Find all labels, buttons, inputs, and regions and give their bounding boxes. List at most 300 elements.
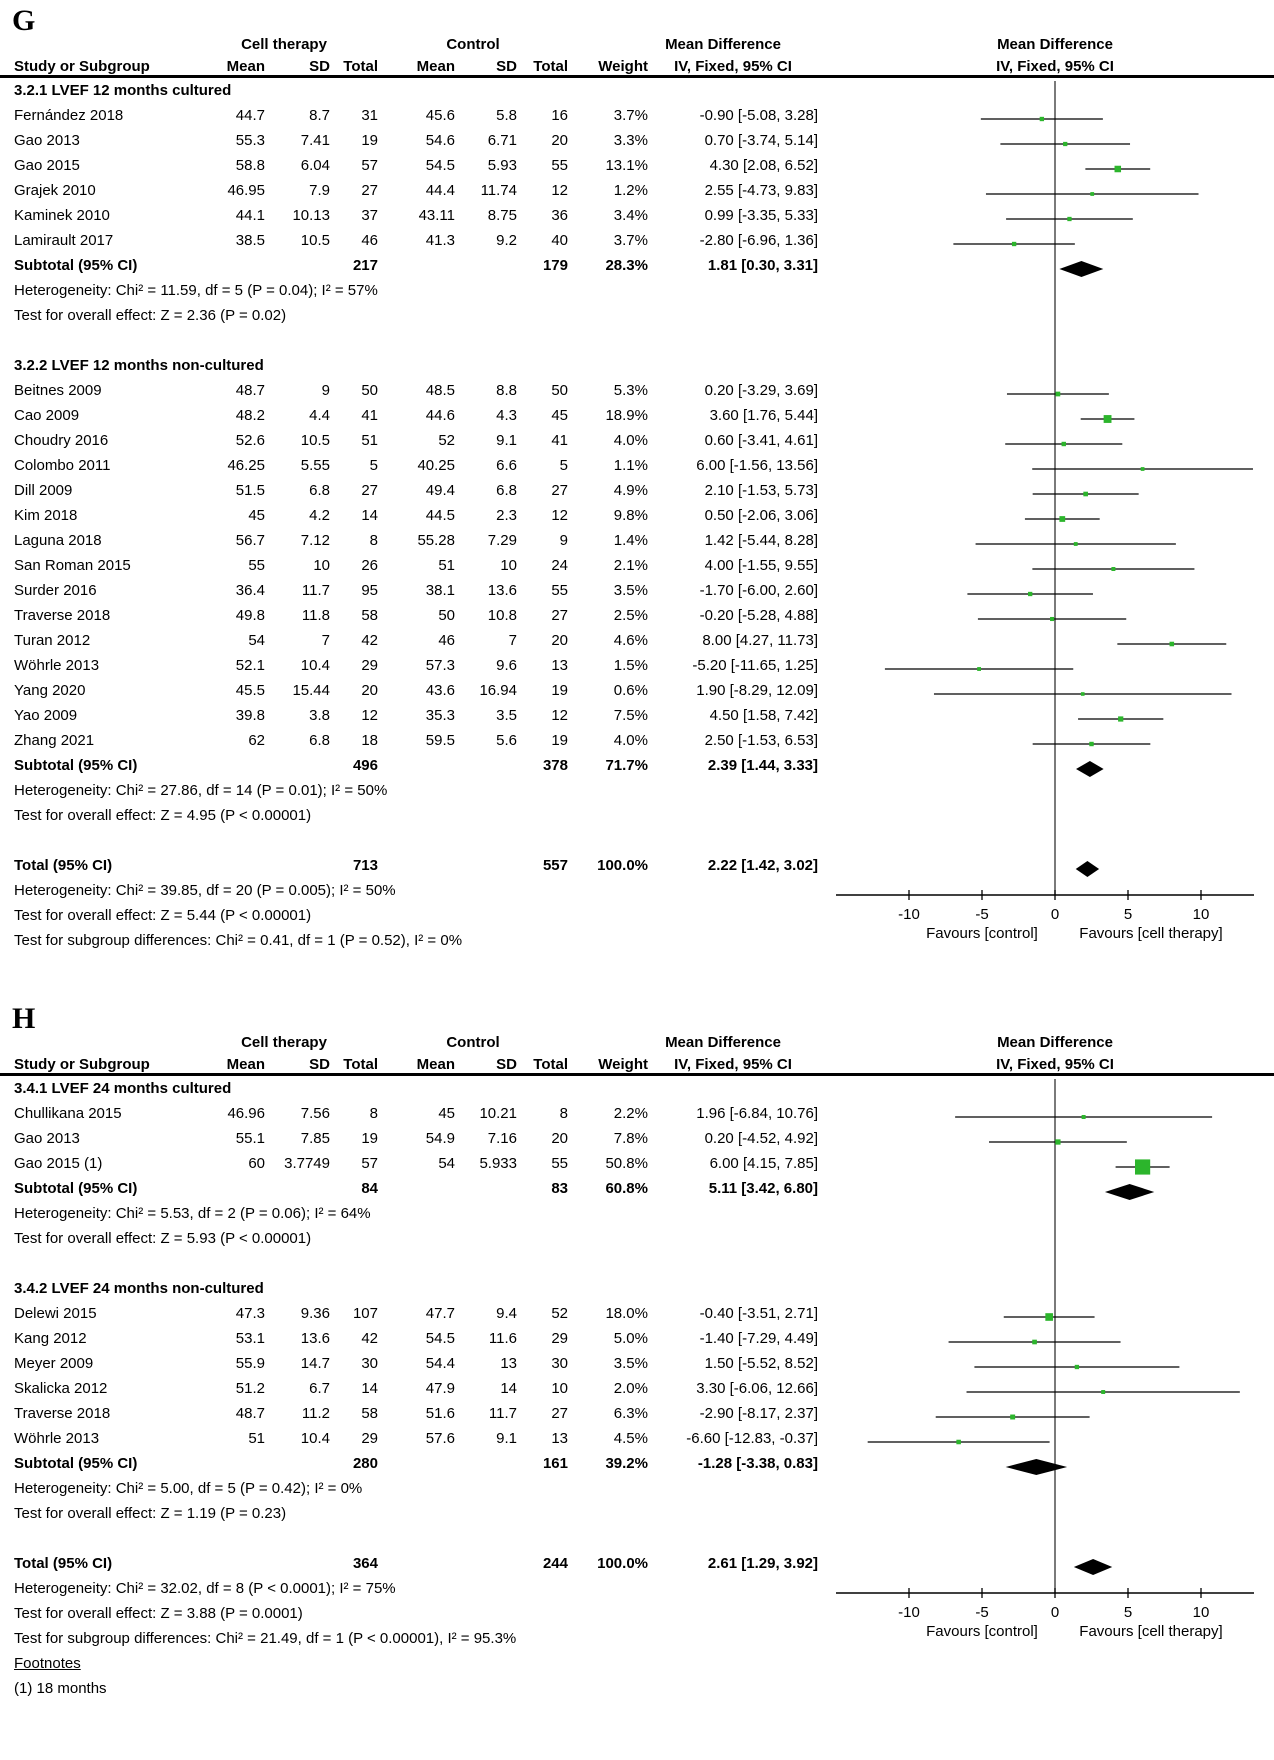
sd1-cell: 10.5 — [300, 232, 330, 249]
study-name-cell: Total (95% CI) — [14, 1555, 113, 1572]
effect-marker — [1083, 492, 1088, 497]
col-header-total1: Total — [343, 1056, 378, 1073]
group-header-cell-therapy: Cell therapy — [241, 1034, 327, 1051]
panel-footer — [0, 1576, 818, 1708]
study-row — [0, 128, 818, 153]
total-row — [0, 1551, 818, 1576]
col-header-effect-plot: IV, Fixed, 95% CI — [996, 1056, 1114, 1073]
study-name-cell: Subtotal (95% CI) — [14, 1180, 138, 1197]
study-row — [0, 153, 818, 178]
footer-line: Heterogeneity: Chi² = 32.02, df = 8 (P < 0.0001); I² = 75% — [14, 1580, 396, 1597]
mean1-cell: 45 — [248, 507, 265, 524]
study-row — [0, 528, 818, 553]
sd2-cell — [455, 1451, 517, 1476]
ci-text-cell: 5.11 [3.42, 6.80] — [708, 1180, 818, 1197]
sd1-cell: 10 — [313, 557, 330, 574]
total2-cell: 45 — [551, 407, 568, 424]
mean2-cell: 47.9 — [425, 1380, 455, 1397]
study-row — [0, 1126, 818, 1151]
sd2-cell — [455, 853, 517, 878]
pooled-diamond — [1074, 1559, 1112, 1575]
col-header-sd1: SD — [309, 58, 330, 75]
mean2-cell: 43.11 — [418, 207, 455, 224]
axis-tick-label: 0 — [1050, 906, 1060, 923]
weight-cell: 2.0% — [613, 1380, 648, 1397]
sd1-cell — [265, 1551, 330, 1576]
effect-marker — [1055, 1139, 1060, 1144]
sd1-cell: 10.5 — [300, 432, 330, 449]
mean2-cell: 54.4 — [425, 1355, 455, 1372]
forest-plot-overlay — [818, 1079, 1274, 1711]
mean2-cell: 43.6 — [425, 682, 455, 699]
axis-tick-label: -5 — [975, 1604, 989, 1621]
sd2-cell: 10.8 — [487, 607, 517, 624]
mean2-cell: 41.3 — [425, 232, 455, 249]
total1-cell: 46 — [361, 232, 378, 249]
ci-text-cell: -2.80 [-6.96, 1.36] — [699, 232, 818, 249]
study-name-cell: Zhang 2021 — [14, 732, 95, 749]
mean1-cell: 46.25 — [227, 457, 265, 474]
sd1-cell: 9 — [321, 382, 330, 399]
weight-cell: 5.3% — [613, 382, 648, 399]
ci-text-cell: 2.22 [1.42, 3.02] — [707, 857, 818, 874]
ci-text-cell: 4.00 [-1.55, 9.55] — [704, 557, 818, 574]
panel-label: G — [12, 4, 36, 37]
mean2-cell: 45.6 — [425, 107, 455, 124]
weight-cell: 3.5% — [613, 582, 648, 599]
stats-line: Heterogeneity: Chi² = 5.53, df = 2 (P = 0.06); I² = 64% — [14, 1205, 371, 1222]
mean2-cell: 51.6 — [425, 1405, 455, 1422]
mean1-cell: 44.1 — [235, 207, 265, 224]
total2-cell: 378 — [542, 757, 568, 774]
footer-line: Heterogeneity: Chi² = 39.85, df = 20 (P = 0.005); I² = 50% — [14, 882, 396, 899]
sd1-cell: 8.7 — [309, 107, 330, 124]
sd2-cell: 5.933 — [479, 1155, 517, 1172]
effect-marker — [1075, 1365, 1079, 1369]
study-name-cell: Subtotal (95% CI) — [14, 1455, 138, 1472]
ci-text-cell: 1.96 [-6.84, 10.76] — [696, 1105, 818, 1122]
effect-marker — [1045, 1313, 1053, 1321]
study-row — [0, 478, 818, 503]
sd1-cell — [265, 1451, 330, 1476]
total2-cell: 13 — [551, 1430, 568, 1447]
ci-text-cell: 0.70 [-3.74, 5.14] — [704, 132, 818, 149]
mean2-cell: 38.1 — [425, 582, 455, 599]
study-row — [0, 1326, 818, 1351]
effect-marker — [1028, 592, 1032, 596]
total1-cell: 42 — [361, 1330, 378, 1347]
mean1-cell: 46.96 — [227, 1105, 265, 1122]
mean2-cell: 49.4 — [425, 482, 455, 499]
total1-cell: 29 — [361, 1430, 378, 1447]
mean1-cell: 44.7 — [235, 107, 265, 124]
total1-cell: 41 — [361, 407, 378, 424]
col-header-sd1: SD — [309, 1056, 330, 1073]
total2-cell: 55 — [551, 1155, 568, 1172]
ci-text-cell: -1.70 [-6.00, 2.60] — [699, 582, 818, 599]
sd1-cell: 7.41 — [300, 132, 330, 149]
mean1-cell — [190, 1451, 265, 1476]
total1-cell: 8 — [369, 1105, 378, 1122]
mean1-cell: 52.1 — [235, 657, 265, 674]
total2-cell: 41 — [551, 432, 568, 449]
effect-marker — [1101, 1390, 1105, 1394]
mean1-cell: 46.95 — [227, 182, 265, 199]
sd1-cell: 10.13 — [292, 207, 330, 224]
total2-cell: 40 — [551, 232, 568, 249]
study-name-cell: Skalicka 2012 — [14, 1380, 108, 1397]
mean2-cell: 54.5 — [425, 157, 455, 174]
study-name-cell: Colombo 2011 — [14, 457, 111, 474]
study-name-cell: Gao 2013 — [14, 132, 80, 149]
study-row — [0, 678, 818, 703]
sd2-cell: 16.94 — [479, 682, 517, 699]
col-header-sd2: SD — [496, 1056, 517, 1073]
total2-cell: 27 — [551, 482, 568, 499]
total2-cell: 12 — [551, 507, 568, 524]
stats-line: Heterogeneity: Chi² = 27.86, df = 14 (P = 0.01); I² = 50% — [14, 782, 388, 799]
mean2-cell: 44.5 — [425, 507, 455, 524]
ci-text-cell: -0.90 [-5.08, 3.28] — [699, 107, 818, 124]
total1-cell: 95 — [361, 582, 378, 599]
mean2-cell: 57.3 — [425, 657, 455, 674]
total2-cell: 19 — [551, 732, 568, 749]
axis-tick-label: 5 — [1123, 1604, 1133, 1621]
sd1-cell: 15.44 — [292, 682, 330, 699]
weight-cell: 18.0% — [605, 1305, 648, 1322]
sd1-cell: 6.04 — [300, 157, 330, 174]
group-header-control: Control — [446, 1034, 500, 1051]
mean1-cell: 55.1 — [235, 1130, 265, 1147]
ci-text-cell: 0.60 [-3.41, 4.61] — [704, 432, 818, 449]
total1-cell: 57 — [361, 1155, 378, 1172]
study-name-cell: Delewi 2015 — [14, 1305, 97, 1322]
study-name-cell: Kaminek 2010 — [14, 207, 110, 224]
sd2-cell: 9.4 — [496, 1305, 517, 1322]
ci-text-cell: -1.40 [-7.29, 4.49] — [699, 1330, 818, 1347]
study-name-cell: Kim 2018 — [14, 507, 78, 524]
sd2-cell: 6.71 — [487, 132, 517, 149]
mean2-cell — [378, 753, 455, 778]
blank-row — [0, 828, 818, 853]
col-header-study: Study or Subgroup — [14, 58, 150, 75]
study-name-cell: Yang 2020 — [14, 682, 86, 699]
study-row — [0, 378, 818, 403]
footer-line: Test for overall effect: Z = 3.88 (P = 0.0001) — [14, 1605, 303, 1622]
total1-cell: 280 — [352, 1455, 378, 1472]
study-name-cell: Lamirault 2017 — [14, 232, 114, 249]
mean1-cell: 53.1 — [235, 1330, 265, 1347]
axis-tick-label: 10 — [1192, 1604, 1210, 1621]
ci-text-cell: 4.50 [1.58, 7.42] — [709, 707, 818, 724]
weight-cell: 9.8% — [613, 507, 648, 524]
total2-cell: 20 — [551, 632, 568, 649]
effect-marker — [1090, 192, 1094, 196]
col-header-sd2: SD — [496, 58, 517, 75]
total2-cell: 9 — [559, 532, 568, 549]
study-name-cell: Total (95% CI) — [14, 857, 113, 874]
stats-line: Test for overall effect: Z = 4.95 (P < 0.00001) — [14, 807, 312, 824]
mean2-cell: 44.4 — [425, 182, 455, 199]
study-name-cell: Fernández 2018 — [14, 107, 124, 124]
total1-cell: 57 — [361, 157, 378, 174]
total1-cell: 217 — [352, 257, 378, 274]
col-header-mean1: Mean — [226, 1056, 265, 1073]
sd1-cell: 3.8 — [309, 707, 330, 724]
sd2-cell: 2.3 — [496, 507, 517, 524]
sd2-cell: 8.8 — [496, 382, 517, 399]
total1-cell: 14 — [361, 507, 378, 524]
ci-text-cell: 1.90 [-8.29, 12.09] — [696, 682, 818, 699]
sd2-cell: 3.5 — [496, 707, 517, 724]
total1-cell: 12 — [361, 707, 378, 724]
footnote-line: (1) 18 months — [14, 1680, 107, 1697]
weight-cell: 4.5% — [613, 1430, 648, 1447]
mean2-cell — [378, 253, 455, 278]
mean2-cell — [378, 853, 455, 878]
study-name-cell: San Roman 2015 — [14, 557, 131, 574]
study-row — [0, 603, 818, 628]
sd1-cell: 7.12 — [300, 532, 330, 549]
study-row — [0, 1351, 818, 1376]
col-header-effect-text: IV, Fixed, 95% CI — [674, 1056, 792, 1073]
sd2-cell: 9.1 — [496, 1430, 517, 1447]
study-row — [0, 1426, 818, 1451]
effect-marker — [1067, 217, 1071, 221]
effect-marker — [1135, 1159, 1150, 1174]
sd2-cell: 5.93 — [487, 157, 517, 174]
mean1-cell — [190, 253, 265, 278]
ci-text-cell: 2.55 [-4.73, 9.83] — [704, 182, 818, 199]
effect-marker — [1111, 567, 1115, 571]
total2-cell: 19 — [551, 682, 568, 699]
weight-cell: 28.3% — [605, 257, 648, 274]
axis-tick-label: 0 — [1050, 1604, 1060, 1621]
mean2-cell: 47.7 — [425, 1305, 455, 1322]
mean2-cell: 52 — [438, 432, 455, 449]
panel-label: H — [12, 1002, 36, 1035]
mean1-cell — [190, 1176, 265, 1201]
md-header-plot-col: Mean Difference — [997, 1034, 1113, 1051]
study-name-cell: Traverse 2018 — [14, 607, 111, 624]
weight-cell: 4.6% — [613, 632, 648, 649]
total2-cell: 27 — [551, 1405, 568, 1422]
sd2-cell: 4.3 — [496, 407, 517, 424]
sd2-cell: 7 — [508, 632, 517, 649]
weight-cell: 7.5% — [613, 707, 648, 724]
ci-text-cell: 8.00 [4.27, 11.73] — [702, 632, 818, 649]
weight-cell: 39.2% — [605, 1455, 648, 1472]
weight-cell: 5.0% — [613, 1330, 648, 1347]
weight-cell: 1.1% — [613, 457, 648, 474]
section-row: 3.2.1 LVEF 12 months cultured — [14, 82, 232, 99]
total2-cell: 20 — [551, 132, 568, 149]
sd2-cell: 6.8 — [496, 482, 517, 499]
total2-cell: 52 — [551, 1305, 568, 1322]
total2-cell: 55 — [551, 582, 568, 599]
weight-cell: 1.2% — [613, 182, 648, 199]
mean1-cell: 51.5 — [235, 482, 265, 499]
subtotal-row — [0, 1176, 818, 1201]
ci-text-cell: 2.50 [-1.53, 6.53] — [704, 732, 818, 749]
ci-text-cell: 0.50 [-2.06, 3.06] — [704, 507, 818, 524]
section-row: 3.4.2 LVEF 24 months non-cultured — [14, 1280, 264, 1297]
favours-cell-therapy-label: Favours [cell therapy] — [1079, 1623, 1223, 1640]
figure-root — [0, 6, 1274, 1708]
total1-cell: 20 — [361, 682, 378, 699]
total2-cell: 36 — [551, 207, 568, 224]
col-header-effect-plot: IV, Fixed, 95% CI — [996, 58, 1114, 75]
footer-line: Test for subgroup differences: Chi² = 0.41, df = 1 (P = 0.52), I² = 0% — [14, 932, 463, 949]
mean1-cell: 47.3 — [235, 1305, 265, 1322]
ci-text-cell: -1.28 [-3.38, 0.83] — [697, 1455, 818, 1472]
total2-cell: 161 — [542, 1455, 568, 1472]
section-row: 3.4.1 LVEF 24 months cultured — [14, 1080, 232, 1097]
sd2-cell: 13 — [500, 1355, 517, 1372]
study-row — [0, 703, 818, 728]
table-header — [0, 32, 1274, 78]
total1-cell: 50 — [361, 382, 378, 399]
total1-cell: 19 — [361, 132, 378, 149]
weight-cell: 6.3% — [613, 1405, 648, 1422]
mean2-cell: 51 — [438, 557, 455, 574]
col-header-mean1: Mean — [226, 58, 265, 75]
section-row: 3.2.2 LVEF 12 months non-cultured — [14, 357, 264, 374]
sd1-cell: 9.36 — [300, 1305, 330, 1322]
col-header-total2: Total — [533, 58, 568, 75]
sd2-cell: 10 — [500, 557, 517, 574]
sd1-cell: 6.8 — [309, 732, 330, 749]
sd1-cell: 5.55 — [300, 457, 330, 474]
study-row — [0, 1101, 818, 1126]
mean2-cell: 35.3 — [425, 707, 455, 724]
study-name-cell: Wöhrle 2013 — [14, 657, 100, 674]
mean1-cell: 51 — [248, 1430, 265, 1447]
ci-text-cell: 2.61 [1.29, 3.92] — [707, 1555, 818, 1572]
ci-text-cell: 3.60 [1.76, 5.44] — [709, 407, 818, 424]
study-row — [0, 203, 818, 228]
stats-line: Test for overall effect: Z = 2.36 (P = 0.02) — [14, 307, 287, 324]
total1-cell: 107 — [352, 1305, 378, 1322]
ci-text-cell: 6.00 [-1.56, 13.56] — [696, 457, 818, 474]
mean1-cell: 48.7 — [235, 1405, 265, 1422]
sd1-cell — [265, 753, 330, 778]
sd2-cell: 11.74 — [480, 182, 517, 199]
study-name-cell: Yao 2009 — [14, 707, 78, 724]
table-body — [0, 78, 818, 878]
total2-cell: 24 — [551, 557, 568, 574]
md-header-text-col: Mean Difference — [665, 36, 781, 53]
total2-cell: 557 — [542, 857, 568, 874]
mean2-cell — [378, 1551, 455, 1576]
effect-marker — [1040, 117, 1044, 121]
study-row — [0, 103, 818, 128]
table-header — [0, 1030, 1274, 1076]
total1-cell: 84 — [361, 1180, 378, 1197]
pooled-diamond — [1006, 1459, 1067, 1475]
ci-text-cell: 6.00 [4.15, 7.85] — [709, 1155, 818, 1172]
mean1-cell — [190, 853, 265, 878]
mean1-cell: 56.7 — [235, 532, 265, 549]
sd2-cell: 10.21 — [479, 1105, 517, 1122]
footer-line: Test for subgroup differences: Chi² = 21.49, df = 1 (P < 0.00001), I² = 95.3% — [14, 1630, 517, 1647]
sd1-cell: 11.2 — [301, 1405, 330, 1422]
mean1-cell: 48.2 — [235, 407, 265, 424]
total2-cell: 244 — [542, 1555, 568, 1572]
total2-cell: 29 — [551, 1330, 568, 1347]
mean1-cell: 60 — [248, 1155, 265, 1172]
sd1-cell: 7.9 — [309, 182, 330, 199]
weight-cell: 2.5% — [613, 607, 648, 624]
column-header-row — [0, 56, 818, 78]
total1-cell: 19 — [361, 1130, 378, 1147]
blank-row — [0, 1526, 818, 1551]
ci-text-cell: 3.30 [-6.06, 12.66] — [696, 1380, 818, 1397]
effect-marker — [956, 1440, 961, 1445]
mean1-cell: 45.5 — [235, 682, 265, 699]
subtotal-row — [0, 253, 818, 278]
total2-cell: 10 — [551, 1380, 568, 1397]
total2-cell: 8 — [559, 1105, 568, 1122]
ci-text-cell: -2.90 [-8.17, 2.37] — [699, 1405, 818, 1422]
mean1-cell — [190, 753, 265, 778]
col-header-effect-text: IV, Fixed, 95% CI — [674, 58, 792, 75]
total2-cell: 50 — [551, 382, 568, 399]
mean1-cell: 36.4 — [235, 582, 265, 599]
effect-marker — [1056, 392, 1061, 397]
mean1-cell: 38.5 — [235, 232, 265, 249]
stats-line: Test for overall effect: Z = 1.19 (P = 0.23) — [14, 1505, 287, 1522]
ci-text-cell: 1.81 [0.30, 3.31] — [707, 257, 818, 274]
ci-text-cell: -0.40 [-3.51, 2.71] — [699, 1305, 818, 1322]
total1-cell: 30 — [361, 1355, 378, 1372]
ci-text-cell: 1.42 [-5.44, 8.28] — [704, 532, 818, 549]
total2-cell: 83 — [551, 1180, 568, 1197]
axis-tick-label: -10 — [898, 1604, 920, 1621]
weight-cell: 18.9% — [605, 407, 648, 424]
mean2-cell — [378, 1451, 455, 1476]
sd1-cell: 14.7 — [300, 1355, 330, 1372]
total2-cell: 16 — [551, 107, 568, 124]
weight-cell: 4.9% — [613, 482, 648, 499]
study-row — [0, 1376, 818, 1401]
sd2-cell: 7.16 — [487, 1130, 517, 1147]
study-name-cell: Choudry 2016 — [14, 432, 109, 449]
sd1-cell: 10.4 — [300, 657, 330, 674]
ci-text-cell: -6.60 [-12.83, -0.37] — [686, 1430, 818, 1447]
weight-cell: 100.0% — [597, 1555, 648, 1572]
ci-text-cell: 0.20 [-3.29, 3.69] — [704, 382, 818, 399]
study-row — [0, 453, 818, 478]
mean2-cell: 55.28 — [417, 532, 455, 549]
study-row — [0, 728, 818, 753]
pooled-diamond — [1076, 861, 1099, 877]
weight-cell: 4.0% — [613, 732, 648, 749]
total2-cell: 20 — [551, 1130, 568, 1147]
total1-cell: 42 — [361, 632, 378, 649]
panel-footer — [0, 878, 818, 960]
weight-cell: 50.8% — [605, 1155, 648, 1172]
blank-row — [0, 328, 818, 353]
sd2-cell — [455, 1551, 517, 1576]
sd2-cell: 8.75 — [487, 207, 517, 224]
study-row — [0, 628, 818, 653]
ci-text-cell: 2.10 [-1.53, 5.73] — [704, 482, 818, 499]
mean2-cell: 57.6 — [425, 1430, 455, 1447]
study-name-cell: Gao 2015 (1) — [14, 1155, 103, 1172]
column-header-row — [0, 1054, 818, 1076]
study-name-cell: Turan 2012 — [14, 632, 91, 649]
